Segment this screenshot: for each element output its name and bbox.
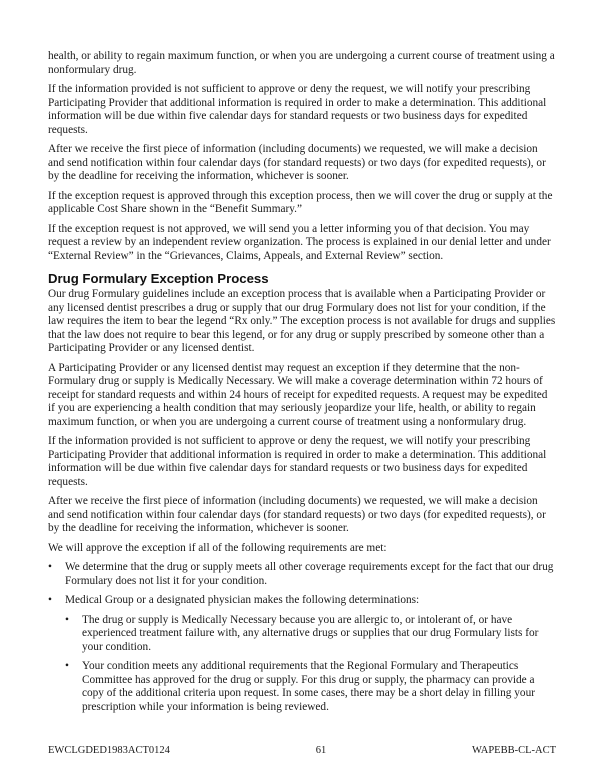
nested-list-item [65,660,556,714]
nested-list [65,614,556,715]
list-item-text: Your condition meets any additional requirements that the Regional Formulary and Therapeutics Committee has approved for the drug or supply. For this drug or supply, the pharmacy can provide a copy of the additional criteria upon request. In some cases, there may be a short delay in filling your prescription while your information is being reviewed. [82,660,535,713]
paragraph: Our drug Formulary guidelines include an exception process that is available when a Participating Provider or any licensed dentist prescribes a drug or supply that our drug Formulary does not list for your condition, if the law requires the item to bear the legend “Rx only.” The exception process is not available for drugs and supplies that the law does not require to bear this legend, or for any drug or supply prescribed by someone other than a Participating Provider or any licensed dentist. [48,288,556,354]
paragraph: If the information provided is not sufficient to approve or deny the request, we will notify your prescribing Participating Provider that additional information is required in order to make a determination. This additional information will be due within five calendar days for standard requests or two business days for expedited requests. [48,83,547,136]
footer-document-code: EWCLGDED1983ACT0124 [48,745,170,756]
list-item [48,561,556,588]
nested-list-item [65,614,556,655]
bullet-icon: • [48,594,52,606]
footer-plan-code: WAPEBB-CL-ACT [472,745,556,756]
page-footer [48,745,556,756]
paragraph: If the information provided is not sufficient to approve or deny the request, we will notify your prescribing Participating Provider that additional information is required in order to make a determination. This additional information will be due within five calendar days for standard requests or two business days for expedited requests. [48,435,547,488]
document-page [48,50,556,720]
bullet-icon: • [48,561,52,573]
list-item-text: We determine that the drug or supply meets all other coverage requirements except for the fact that our drug Formulary does not list it for your condition. [65,561,554,587]
list-item-text: The drug or supply is Medically Necessary because you are allergic to, or intolerant of, or have experienced treatment failure with, any alternative drugs or supplies that our drug Formulary lists for your condition. [82,613,539,653]
section-heading: Drug Formulary Exception Process [48,271,269,286]
list-item-text: Medical Group or a designated physician makes the following determinations: [65,594,420,606]
bullet-icon: • [65,613,69,626]
paragraph: health, or ability to regain maximum function, or when you are undergoing a current course of treatment using a nonformulary drug. [48,50,555,76]
bullet-icon: • [65,660,69,672]
page-number: 61 [315,745,327,756]
requirements-list [48,561,556,714]
paragraph: We will approve the exception if all of the following requirements are met: [48,541,387,554]
list-item [48,594,556,714]
paragraph: If the exception request is not approved, we will send you a letter informing you of that decision. You may request a review by an independent review organization. The process is explained in our denial letter and under “External Review” in the “Grievances, Claims, Appeals, and External Review” section. [48,222,551,262]
paragraph: After we receive the first piece of information (including documents) we requested, we will make a decision and send notification within four calendar days (for standard requests) or two days (for expedited requests), or by the deadline for receiving the information, whichever is sooner. [48,495,546,534]
paragraph: If the exception request is approved through this exception process, then we will cover the drug or supply at the applicable Cost Share shown in the “Benefit Summary.” [48,189,553,215]
paragraph: After we receive the first piece of information (including documents) we requested, we will make a decision and send notification within four calendar days (for standard requests) or two days (for expedited requests), or by the deadline for receiving the information, whichever is sooner. [48,143,546,182]
paragraph: A Participating Provider or any licensed dentist may request an exception if they determine that the non-Formulary drug or supply is Medically Necessary. We will make a coverage determination within 72 hours of receipt for standard requests and within 24 hours of receipt for expedited requests. A request may be expedited if you are experiencing a health condition that may seriously jeopardize your life, health, or ability to regain maximum function, or when you are undergoing a current course of treatment using a nonformulary drug. [48,361,548,428]
